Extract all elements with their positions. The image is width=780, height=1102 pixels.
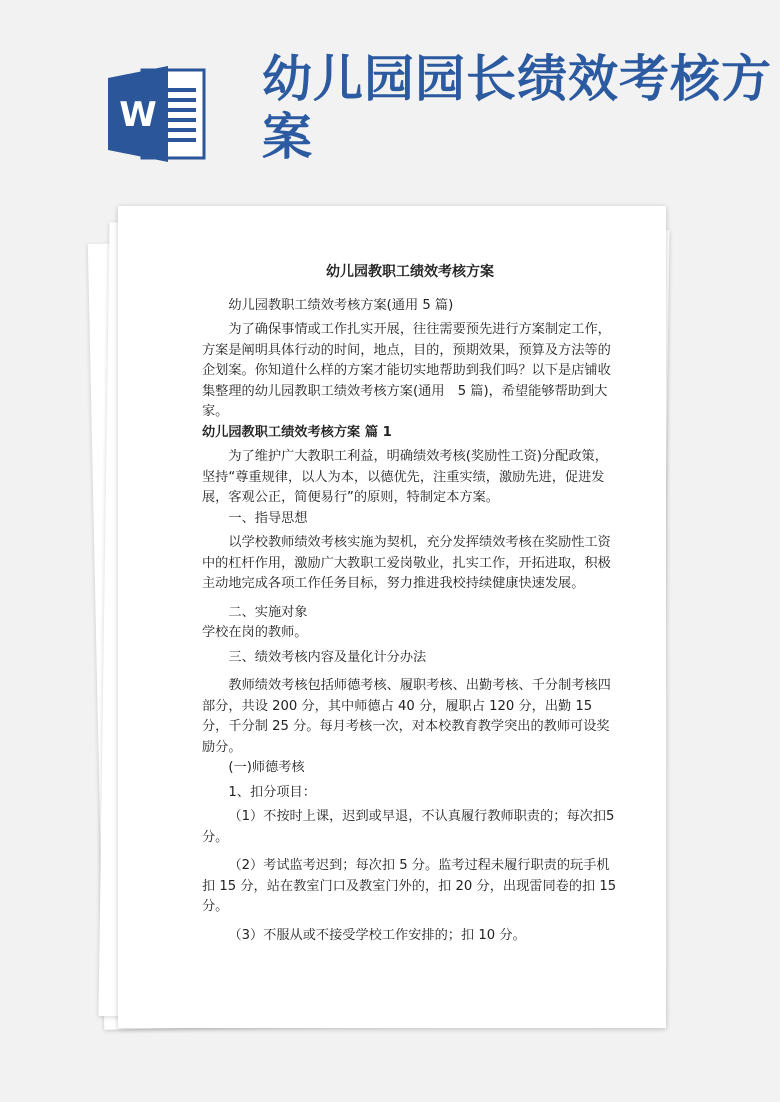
heading-assessment-content: 三、绩效考核内容及量化计分办法: [228, 649, 427, 665]
subheading-deductions: 1、扣分项目：: [228, 784, 316, 800]
guiding-ideology-paragraph: 以学校教师绩效考核实施为契机，充分发挥绩效考核在奖励性工资中的杠杆作用，激励广大教职工爱岗敬业，扎实工作，开拓进取，积极主动地完成各项工作任务目标，努力推进我校持续健康快速发展。: [202, 535, 611, 591]
deduction-item-3: （3）不服从或不接受学校工作安排的；扣 10 分。: [228, 927, 526, 943]
deduction-item-2: （2）考试监考迟到；每次扣 5 分。监考过程未履行职责的玩手机扣 15 分，站在教室门口及教室门外的，扣 20 分，出现雷同卷的扣 15 分。: [202, 858, 617, 914]
deduction-item-1: （1）不按时上课，迟到或早退，不认真履行教师职责的；每次扣5分。: [202, 809, 615, 845]
document-title: 幼儿园教职工绩效考核方案: [326, 264, 494, 280]
heading-target: 二、实施对象: [228, 604, 308, 620]
heading-guiding-ideology: 一、指导思想: [228, 510, 308, 526]
word-document-icon: [108, 66, 208, 162]
section-heading: 幼儿园教职工绩效考核方案 篇 1: [202, 424, 392, 440]
target-paragraph: 学校在岗的教师。: [202, 625, 308, 640]
document-subtitle: 幼儿园教职工绩效考核方案(通用 5 篇): [228, 297, 454, 313]
subheading-ethics: (一)师德考核: [228, 760, 305, 775]
svg-text:W: W: [119, 95, 157, 135]
section-intro-paragraph: 为了维护广大教职工利益，明确绩效考核(奖励性工资)分配政策，坚持“尊重规律，以人为本，以德优先，注重实绩，激励先进，促进发展，客观公正，简便易行”的原则，特制定本方案。: [202, 449, 608, 505]
assessment-content-paragraph: 教师绩效考核包括师德考核、履职考核、出勤考核、千分制考核四部分，共设 200 分，其中师德占 40 分，履职占 120 分，出勤 15 分，千分制 25 分。每月考核一次，对本校教育教学突出的教师可设奖励分。: [202, 678, 611, 755]
document-body: [202, 262, 618, 946]
banner-title: 幼儿园园长绩效考核方案: [262, 50, 772, 166]
intro-paragraph: 为了确保事情或工作扎实开展，往往需要预先进行方案制定工作，方案是阐明具体行动的时间，地点，目的，预期效果，预算及方法等的企划案。你知道什么样的方案才能切实地帮助到我们吗？以下是店铺收集整理的幼儿园教职工绩效考核方案(通用 5 篇)，希望能够帮助到大家。: [202, 322, 611, 419]
